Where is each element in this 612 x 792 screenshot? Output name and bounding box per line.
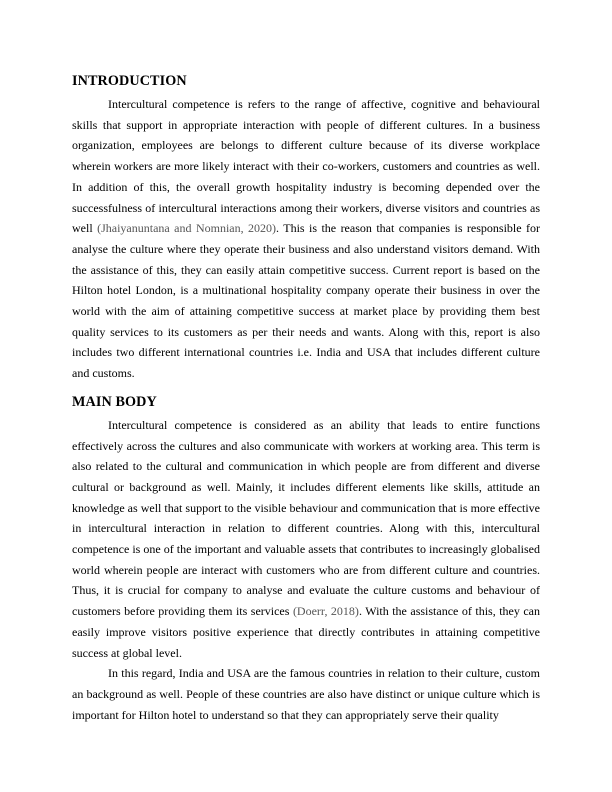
section-heading-introduction: INTRODUCTION: [72, 73, 187, 89]
paragraph-text: In this regard, India and USA are the famous countries in relation to their culture, custom an background as well. People of these countries are also have distinct or unique culture which is important for Hilton hotel to understand so that they can appropriately serve their quality: [72, 666, 540, 722]
paragraph-text: Intercultural competence is refers to the range of affective, cognitive and behavioural skills that support in appropriate interaction with people of different cultures. In a business organization, employees are belongs to different culture because of its diverse workplace wherein workers are more likely interact with their co-workers, customers and countries as well. In addition of this, the overall growth hospitality industry is becoming depended over the successfulness of intercultural interactions among their workers, diverse visitors and countries as well: [72, 97, 540, 236]
citation-jhaiyanuntana: (Jhaiyanuntana and Nomnian, 2020): [97, 221, 277, 236]
citation-doerr: (Doerr, 2018): [292, 604, 359, 619]
paragraph-text: . This is the reason that companies is responsible for analyse the culture where they operate their business and also understand visitors demand. With the assistance of this, they can easily attain competitive success. Current report is based on the Hilton hotel London, is a multinational hospitality company operate their business in over the world with the aim of attaining competitive success at market place by providing them best quality services to its customers as per their needs and wants. Along with this, report is also includes two different international countries i.e. India and USA that includes different culture and customs.: [72, 221, 541, 381]
paragraph-text: . With the assistance of this, they can easily improve visitors positive experience that directly contributes in attaining competitive success at global level.: [72, 604, 541, 660]
main-body-paragraph-2: [72, 663, 540, 725]
document-body: [72, 71, 540, 725]
introduction-paragraph: [72, 94, 540, 384]
main-body-paragraph-1: [72, 415, 540, 663]
paragraph-text: Intercultural competence is considered as an ability that leads to entire functions effectively across the cultures and also communicate with workers at working area. This term is also related to the cultural and communication in which people are from different and diverse cultural or background as well. Mainly, it includes different elements like skills, attitude an knowledge as well that support to the visible behaviour and communication that is more effective in intercultural interaction in relation to different countries. Along with this, intercultural competence is one of the important and valuable assets that contributes to increasingly globalised world wherein people are interact with customers who are from different culture and countries. Thus, it is crucial for company to analyse and evaluate the culture customs and behaviour of customers before providing them its services: [72, 417, 540, 619]
section-heading-main-body: MAIN BODY: [72, 393, 157, 410]
